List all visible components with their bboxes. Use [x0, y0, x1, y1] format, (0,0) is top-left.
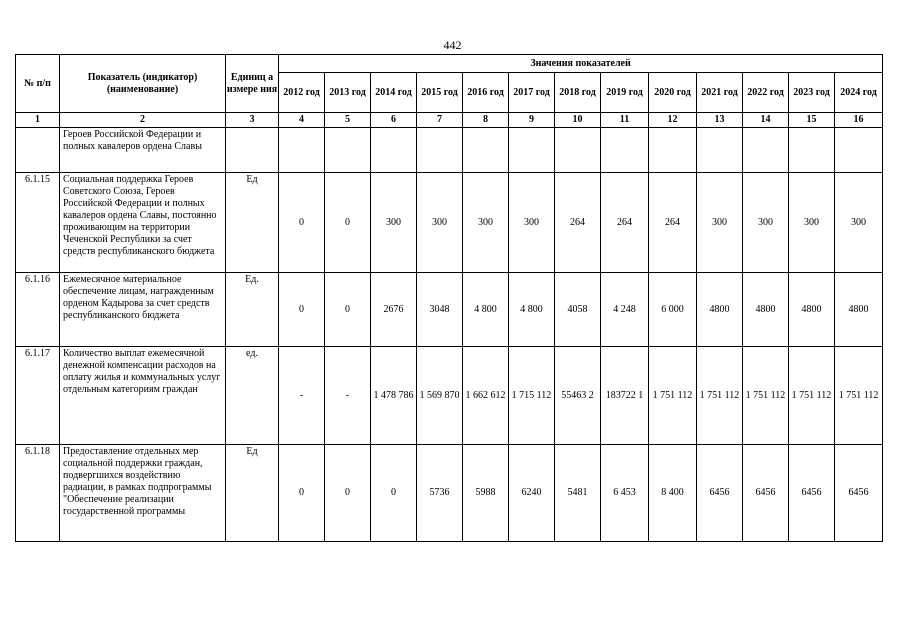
row-value [835, 128, 883, 173]
row-value: 2676 [371, 273, 417, 347]
row-value: 6 453 [601, 445, 649, 542]
row-value [743, 128, 789, 173]
row-unit: Ед [226, 173, 279, 273]
row-code: 6.1.15 [16, 173, 60, 273]
row-value: 300 [789, 173, 835, 273]
table-row [16, 273, 883, 347]
row-indicator: Героев Российской Федерации и полных кавалеров ордена Славы [60, 128, 226, 173]
row-value [555, 128, 601, 173]
row-value [697, 128, 743, 173]
table-row [16, 445, 883, 542]
row-code: 6.1.16 [16, 273, 60, 347]
row-value: 4 800 [509, 273, 555, 347]
row-value [649, 128, 697, 173]
row-value: 6456 [743, 445, 789, 542]
row-indicator: Предоставление отдельных мер социальной поддержки граждан, подвергшихся воздействию радиации, в рамках подпрограммы "Обеспечение реализации государственной программы [60, 445, 226, 542]
column-number: 16 [835, 113, 883, 128]
row-value: 0 [325, 445, 371, 542]
header-year: 2013 год [325, 73, 371, 113]
row-value: 4800 [743, 273, 789, 347]
header-no: № п/п [16, 55, 60, 113]
row-value: 300 [835, 173, 883, 273]
row-value: 1 478 786 [371, 347, 417, 445]
column-number: 15 [789, 113, 835, 128]
column-number: 8 [463, 113, 509, 128]
row-value [463, 128, 509, 173]
row-value: 0 [371, 445, 417, 542]
row-value: 264 [601, 173, 649, 273]
row-value: 1 662 612 [463, 347, 509, 445]
row-value [371, 128, 417, 173]
row-indicator: Социальная поддержка Героев Советского Союза, Героев Российской Федерации и полных кавалеров ордена Славы, постоянно проживающим на территории Чеченской Республики за счет средств республиканского бюджета [60, 173, 226, 273]
table-row [16, 347, 883, 445]
row-value: 264 [555, 173, 601, 273]
row-value [601, 128, 649, 173]
header-year: 2016 год [463, 73, 509, 113]
row-value: 4058 [555, 273, 601, 347]
header-year: 2024 год [835, 73, 883, 113]
row-value: 300 [371, 173, 417, 273]
row-value: 300 [509, 173, 555, 273]
row-value: 0 [325, 173, 371, 273]
table-row [16, 173, 883, 273]
column-number: 9 [509, 113, 555, 128]
row-value: 1 751 112 [697, 347, 743, 445]
row-value: 4 800 [463, 273, 509, 347]
row-value: 1 751 112 [835, 347, 883, 445]
row-indicator: Ежемесячное материальное обеспечение лицам, награжденным орденом Кадырова за счет средств республиканского бюджета [60, 273, 226, 347]
row-code: 6.1.17 [16, 347, 60, 445]
row-unit: Ед. [226, 273, 279, 347]
row-value: 6456 [697, 445, 743, 542]
column-number: 10 [555, 113, 601, 128]
row-value: 3048 [417, 273, 463, 347]
row-value: 300 [417, 173, 463, 273]
column-number: 3 [226, 113, 279, 128]
header-values-group: Значения показателей [279, 55, 883, 73]
header-year: 2022 год [743, 73, 789, 113]
row-value: 1 751 112 [789, 347, 835, 445]
row-value: 4800 [697, 273, 743, 347]
row-value: 1 751 112 [649, 347, 697, 445]
header-year: 2019 год [601, 73, 649, 113]
row-unit: ед. [226, 347, 279, 445]
row-value: 183722 1 [601, 347, 649, 445]
column-number: 5 [325, 113, 371, 128]
row-value: 6456 [789, 445, 835, 542]
table-row [16, 128, 883, 173]
row-value: 0 [279, 445, 325, 542]
row-value [325, 128, 371, 173]
column-number: 12 [649, 113, 697, 128]
header-year: 2023 год [789, 73, 835, 113]
column-number: 6 [371, 113, 417, 128]
row-value: 4800 [789, 273, 835, 347]
row-value: 55463 2 [555, 347, 601, 445]
row-unit: Ед [226, 445, 279, 542]
row-value: 6 000 [649, 273, 697, 347]
row-value: 1 751 112 [743, 347, 789, 445]
page-number: 442 [443, 38, 462, 52]
column-number: 7 [417, 113, 463, 128]
header-year: 2020 год [649, 73, 697, 113]
header-unit: Единиц а измере ния [226, 55, 279, 113]
column-number: 2 [60, 113, 226, 128]
row-value [509, 128, 555, 173]
row-value: - [325, 347, 371, 445]
header-year: 2018 год [555, 73, 601, 113]
row-value: 8 400 [649, 445, 697, 542]
row-value [279, 128, 325, 173]
row-value: 4800 [835, 273, 883, 347]
row-value: 0 [279, 173, 325, 273]
row-value: 300 [743, 173, 789, 273]
row-indicator: Количество выплат ежемесячной денежной компенсации расходов на оплату жилья и коммунальных услуг отдельным категориям граждан [60, 347, 226, 445]
row-value: 0 [279, 273, 325, 347]
column-number: 1 [16, 113, 60, 128]
row-code: 6.1.18 [16, 445, 60, 542]
row-unit [226, 128, 279, 173]
row-value: 6456 [835, 445, 883, 542]
header-year: 2012 год [279, 73, 325, 113]
header-year: 2017 год [509, 73, 555, 113]
column-number: 14 [743, 113, 789, 128]
indicators-table [15, 54, 883, 542]
row-value [417, 128, 463, 173]
row-value: 300 [697, 173, 743, 273]
header-year: 2015 год [417, 73, 463, 113]
row-value: 0 [325, 273, 371, 347]
column-number: 13 [697, 113, 743, 128]
row-value: 1 569 870 [417, 347, 463, 445]
column-number: 11 [601, 113, 649, 128]
row-value: 4 248 [601, 273, 649, 347]
header-year: 2014 год [371, 73, 417, 113]
column-number: 4 [279, 113, 325, 128]
row-value: 5481 [555, 445, 601, 542]
row-value: 264 [649, 173, 697, 273]
header-year: 2021 год [697, 73, 743, 113]
header-indicator: Показатель (индикатор) (наименование) [60, 55, 226, 113]
row-value: 300 [463, 173, 509, 273]
row-value: 5736 [417, 445, 463, 542]
row-value: 1 715 112 [509, 347, 555, 445]
row-value: 5988 [463, 445, 509, 542]
row-value: 6240 [509, 445, 555, 542]
row-value [789, 128, 835, 173]
row-value: - [279, 347, 325, 445]
row-code [16, 128, 60, 173]
